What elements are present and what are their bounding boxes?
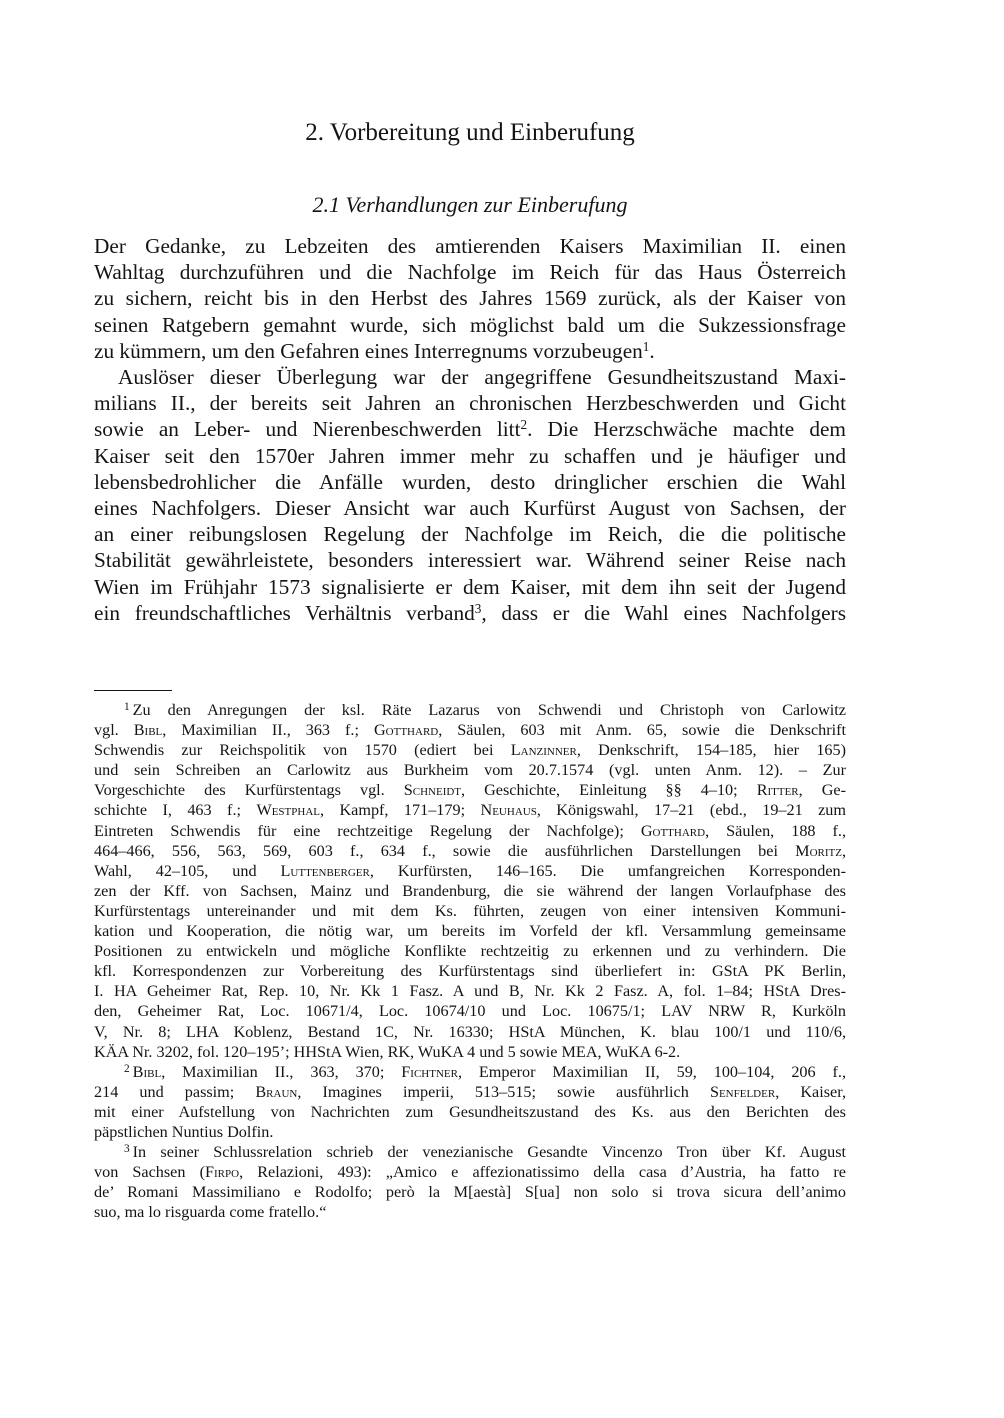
footnote-1 (94, 700, 846, 1062)
footnote-line: päpstlichen Nuntius Dolfin. (94, 1122, 274, 1141)
paragraph-1 (94, 233, 846, 364)
footnote-line: $^2$ Bibl, Maximilian II., 363, 370; Fichtner, Emperor Maximilian II, 59, 100–104, 206 f., (124, 1062, 847, 1081)
footnote-line: I. HA Geheimer Rat, Rep. 10, Nr. Kk 1 Fasz. A und B, Nr. Kk 2 Fasz. A, fol. 1–84; HStA Dres- (94, 982, 846, 1001)
author-name: Bibl (133, 721, 163, 740)
footnote-line: Vorgeschichte des Kurfürstentags vgl. Schneidt, Geschichte, Einleitung §§ 4–10; Ritter, Ge- (94, 781, 846, 800)
footnote-line: $^3$ In seiner Schlussrelation schrieb der venezianische Gesandte Vincenzo Tron über Kf. August (124, 1142, 846, 1162)
text-line: milians II., der bereits seit Jahren an chronischen Herzbeschwerden und Gicht (94, 391, 846, 416)
footnote-line: Wahl, 42–105, und Luttenberger, Kurfürsten, 146–165. Die umfangreichen Korresponden- (94, 861, 846, 880)
author-name: Luttenberger (280, 861, 370, 880)
footnote-line: Eintreten Schwendis für eine rechtzeitige Regelung der Nachfolge); Gotthard, Säulen, 188 f., (94, 821, 846, 840)
footnote-line: Schwendis zur Reichspolitik von 1570 (ediert bei Lanzinner, Denkschrift, 154–185, hier 165) (94, 741, 846, 760)
footnote-line: von Sachsen (Firpo, Relazioni, 493): „Amico e affezionatissimo della casa d’Austria, ha fatto re (94, 1163, 846, 1182)
author-name: Firpo (205, 1163, 240, 1182)
author-name: Senfelder (709, 1082, 776, 1101)
footnote-2 (94, 1062, 846, 1142)
footnote-line: suo, ma lo risguarda come fratello.“ (94, 1203, 327, 1222)
author-name: Braun (255, 1082, 298, 1101)
text-line: Wien im Frühjahr 1573 signalisierte er dem Kaiser, mit dem ihn seit der Jugend (94, 574, 846, 599)
author-name: Moritz (795, 841, 842, 860)
chapter-title: 2. Vorbereitung und Einberufung (305, 119, 635, 146)
text-line: ein freundschaftliches Verhältnis verband$^3$, dass er die Wahl eines Nachfolgers (94, 600, 846, 625)
author-name: Lanzinner (510, 741, 577, 760)
text-line: Wahltag durchzuführen und die Nachfolge im Reich für das Haus Österreich (94, 260, 846, 285)
author-name: Bibl (132, 1062, 162, 1081)
text-line: Kaiser seit den 1570er Jahren immer mehr zu schaffen und je häufiger und (94, 443, 846, 468)
author-name: Schneidt (403, 781, 462, 800)
text-line: Auslöser dieser Überlegung war der angegriffene Gesundheitszustand Maxi- (118, 365, 846, 390)
author-name: Ritter (756, 781, 799, 800)
footnote-line: mit einer Aufstellung von Nachrichten zum Gesundheitszustand des Ks. aus den Berichten des (94, 1102, 846, 1121)
author-name: Gotthard (373, 721, 439, 740)
author-name: Westphal (256, 801, 320, 820)
text-line: seinen Ratgebern gemahnt wurde, sich möglichst bald um die Sukzessionsfrage (94, 312, 846, 337)
footnote-number: 1 (124, 700, 130, 713)
footnote-line: KÄA Nr. 3202, fol. 120–195’; HHStA Wien, RK, WuKA 4 und 5 sowie MEA, WuKA 6-2. (94, 1042, 681, 1061)
footnote-line: den, Geheimer Rat, Loc. 10671/4, Loc. 10674/10 und Loc. 10675/1; LAV NRW R, Kurköln (94, 1002, 846, 1021)
author-name: Fichtner (401, 1062, 458, 1081)
text-line: zu sichern, reicht bis in den Herbst des Jahres 1569 zurück, als der Kaiser von (94, 286, 846, 311)
footnote-line: 464–466, 556, 563, 569, 603 f., 634 f., sowie die ausführlichen Darstellungen bei Moritz, (94, 841, 846, 860)
paragraph-2 (94, 364, 846, 626)
footnote-ref-3[interactable]: 3 (474, 600, 482, 616)
footnote-separator (94, 690, 172, 691)
footnote-line: 214 und passim; Braun, Imagines imperii, 513–515; sowie ausführlich Senfelder, Kaiser, (94, 1082, 846, 1101)
footnote-line: Positionen zu entwickeln und mögliche Konflikte rechtzeitig zu erkennen und zu verhindern. Die (94, 942, 846, 961)
body-text (94, 233, 846, 626)
footnote-ref-2[interactable]: 2 (520, 417, 528, 433)
text-line: Stabilität gewährleistete, besonders interessiert war. Während seiner Reise nach (94, 548, 846, 573)
section-title: 2.1 Verhandlungen zur Einberufung (312, 192, 628, 217)
footnote-line: zen der Kff. von Sachsen, Mainz und Brandenburg, die sie während der langen Vorlaufphase des (94, 881, 846, 900)
author-name: Neuhaus (480, 801, 537, 820)
footnote-line: V, Nr. 8; LHA Koblenz, Bestand 1C, Nr. 16330; HStA München, K. blau 100/1 und 110/6, (94, 1022, 846, 1041)
footnote-line: und sein Schreiben an Carlowitz aus Burkheim vom 20.7.1574 (vgl. unten Anm. 12). – Zur (94, 761, 846, 780)
footnote-line: kation und Kooperation, die nötig war, um bereits im Vorfeld der kfl. Versammlung gemeinsame (94, 922, 846, 941)
text-line: zu kümmern, um den Gefahren eines Interregnums vorzubeugen$^1$. (94, 338, 655, 363)
footnotes (94, 700, 846, 1222)
footnote-line: de’ Romani Massimiliano e Rodolfo; però la M[aestà] S[ua] non solo si trova sicura dell’animo (94, 1183, 846, 1202)
footnote-line: $^1$ Zu den Anregungen der ksl. Räte Lazarus von Schwendi und Christoph von Carlowitz (124, 700, 846, 719)
author-name: Gotthard (640, 821, 706, 840)
footnote-3 (94, 1142, 846, 1222)
text-line: sowie an Leber- und Nierenbeschwerden litt$^2$. Die Herzschwäche machte dem (94, 417, 846, 442)
text-line: lebensbedrohlicher die Anfälle wurden, desto dringlicher erschien die Wahl (94, 469, 846, 494)
footnote-line: kfl. Korrespondenzen zur Vorbereitung des Kurfürstentags sind überliefert in: GStA PK Berlin, (94, 962, 846, 981)
text-line: Der Gedanke, zu Lebzeiten des amtierenden Kaisers Maximilian II. einen (94, 234, 846, 258)
footnote-number: 2 (124, 1062, 130, 1075)
footnote-number: 3 (124, 1142, 130, 1155)
footnote-line: vgl. Bibl, Maximilian II., 363 f.; Gotthard, Säulen, 603 mit Anm. 65, sowie die Denkschrift (94, 721, 847, 740)
text-line: eines Nachfolgers. Dieser Ansicht war auch Kurfürst August von Sachsen, der (94, 496, 846, 521)
footnote-line: Kurfürstentags untereinander und mit dem Ks. führten, zeugen von einer intensiven Kommuni- (94, 901, 846, 920)
footnote-line: schichte I, 463 f.; Westphal, Kampf, 171–179; Neuhaus, Königswahl, 17–21 (ebd., 19–21 zum (94, 801, 846, 820)
footnote-ref-1[interactable]: 1 (642, 338, 650, 354)
text-line: an einer reibungslosen Regelung der Nachfolge im Reich, die die politische (94, 522, 846, 547)
